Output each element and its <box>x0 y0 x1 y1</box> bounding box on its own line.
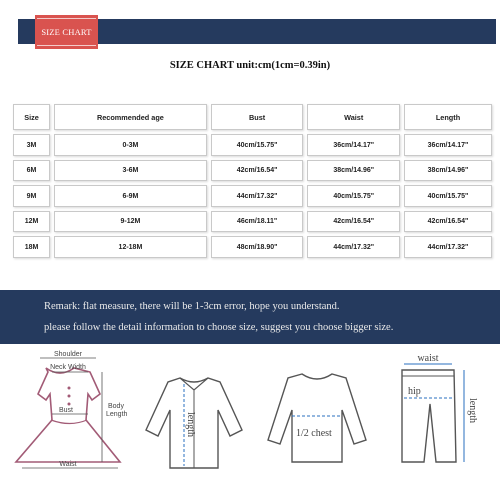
dress-diagram <box>8 350 130 476</box>
cell-bust: 42cm/16.54" <box>211 160 304 182</box>
sweater-outline <box>268 374 366 462</box>
cell-waist: 36cm/14.17" <box>307 134 400 156</box>
cell-waist: 40cm/15.75" <box>307 185 400 207</box>
table-row <box>13 211 492 233</box>
cell-size: 9M <box>13 185 50 207</box>
bust-label: Bust <box>58 407 74 414</box>
cell-size: 12M <box>13 211 50 233</box>
cell-length: 38cm/14.96" <box>404 160 492 182</box>
button-icon <box>68 387 71 390</box>
table-header-row <box>13 104 492 130</box>
cell-waist: 42cm/16.54" <box>307 211 400 233</box>
cell-size: 3M <box>13 134 50 156</box>
header-bust: Bust <box>211 104 304 130</box>
cell-length: 42cm/16.54" <box>404 211 492 233</box>
size-chart-title: SIZE CHART unit:cm(1cm=0.39in) <box>169 60 331 71</box>
length-label: Length <box>106 411 128 418</box>
cell-waist: 38cm/14.96" <box>307 160 400 182</box>
size-table <box>9 100 496 262</box>
button-icon <box>68 395 71 398</box>
dress-outline <box>16 368 120 462</box>
header-waist: Waist <box>307 104 400 130</box>
remark-line-1: Remark: flat measure, there will be 1-3cm error, hope you understand. <box>44 301 340 312</box>
table-row <box>13 134 492 156</box>
cell-bust: 48cm/18.90" <box>211 236 304 258</box>
table-row <box>13 236 492 258</box>
cell-bust: 44cm/17.32" <box>211 185 304 207</box>
pants-outline <box>402 370 456 462</box>
cell-bust: 40cm/15.75" <box>211 134 304 156</box>
pants-length-label: length <box>467 398 478 423</box>
pants-diagram <box>388 350 492 476</box>
half-chest-label: 1/2 chest <box>296 428 332 439</box>
body-label: Body <box>108 403 124 410</box>
cell-age: 0-3M <box>54 134 207 156</box>
cell-age: 6-9M <box>54 185 207 207</box>
cell-bust: 46cm/18.11" <box>211 211 304 233</box>
shirt-diagram <box>138 350 250 476</box>
remark-line-2: please follow the detail information to choose size, suggest you choose bigger size. <box>44 322 394 333</box>
header-length: Length <box>404 104 492 130</box>
sweater-diagram <box>262 350 372 476</box>
header-recommended-age: Recommended age <box>54 104 207 130</box>
size-table-container <box>9 100 496 262</box>
table-row <box>13 185 492 207</box>
cell-length: 44cm/17.32" <box>404 236 492 258</box>
button-icon <box>68 403 71 406</box>
cell-size: 18M <box>13 236 50 258</box>
dress-waist-seam <box>51 420 87 424</box>
header-size: Size <box>13 104 50 130</box>
remark-band <box>0 290 500 344</box>
shoulder-label: Shoulder <box>53 351 83 358</box>
waist-label: Waist <box>59 461 77 468</box>
cell-length: 40cm/15.75" <box>404 185 492 207</box>
cell-waist: 44cm/17.32" <box>307 236 400 258</box>
table-row <box>13 160 492 182</box>
cell-size: 6M <box>13 160 50 182</box>
neck-width-label: Neck Width <box>50 364 86 371</box>
cell-age: 9-12M <box>54 211 207 233</box>
cell-length: 36cm/14.17" <box>404 134 492 156</box>
pants-hip-label: hip <box>408 386 421 397</box>
cell-age: 12-18M <box>54 236 207 258</box>
shirt-length-label: length <box>185 412 196 437</box>
pants-waist-label: waist <box>417 353 439 364</box>
cell-age: 3-6M <box>54 160 207 182</box>
size-chart-badge: SIZE CHART <box>35 15 98 49</box>
